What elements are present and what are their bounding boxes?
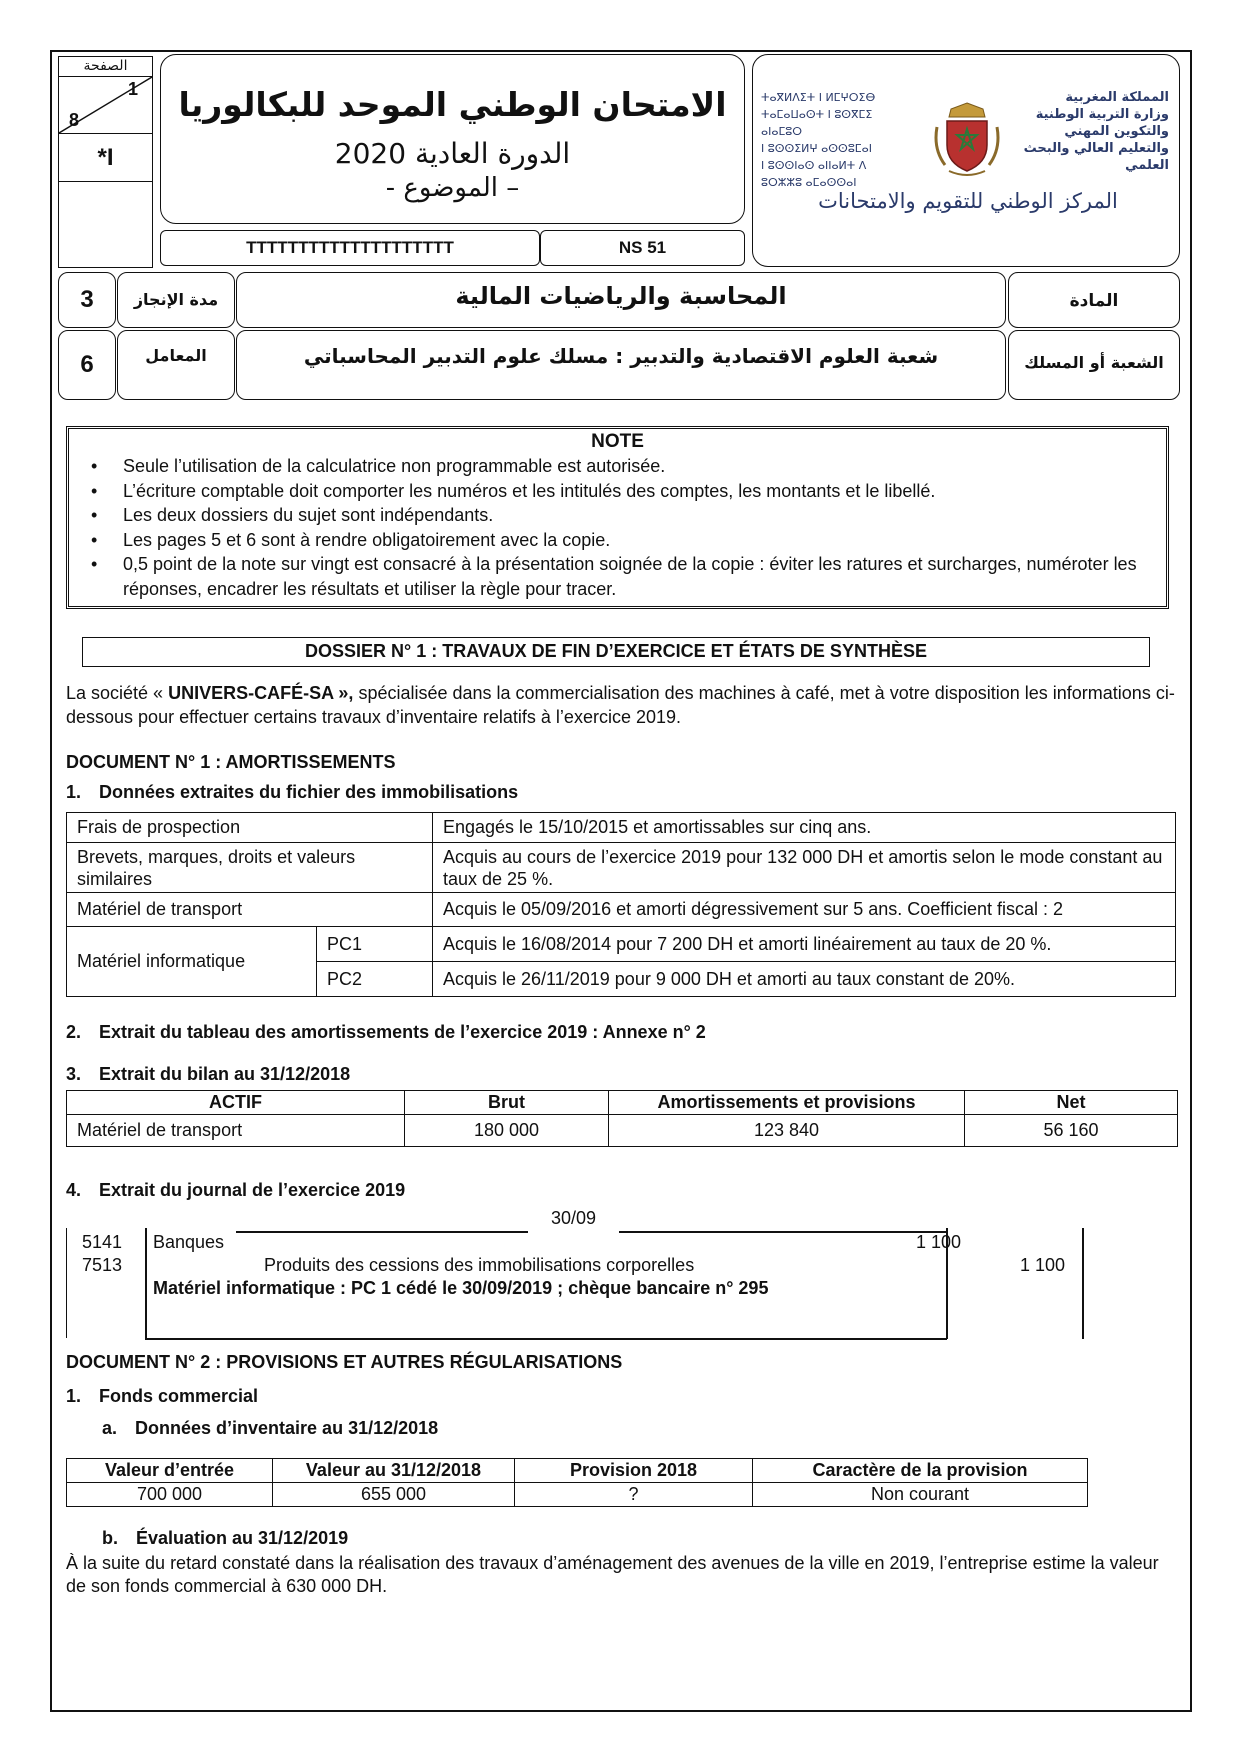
duration-label-box bbox=[117, 272, 235, 328]
journal-libelle: Matériel informatique : PC 1 cédé le 30/09/2019 ; chèque bancaire n° 295 bbox=[153, 1278, 769, 1298]
table-cell: Matériel de transport bbox=[67, 893, 433, 927]
doc1-title: DOCUMENT N° 1 : AMORTISSEMENTS bbox=[66, 752, 396, 772]
note-item: • 0,5 point de la note sur vingt est consacré à la présentation soignée de la copie : éviter les ratures et surcharges, numéroter les réponses, encadrer les résultats et utiliser la règle pour tracer. bbox=[83, 552, 1152, 601]
ministry-line: المملكة المغربية bbox=[1065, 90, 1169, 105]
subject-name: المحاسبة والرياضيات المالية bbox=[455, 282, 787, 310]
ns-code: NS 51 bbox=[618, 238, 667, 257]
ns-code-box bbox=[540, 230, 745, 266]
journal-entry bbox=[66, 1208, 1086, 1338]
table-header: Net bbox=[965, 1091, 1178, 1115]
subject-box bbox=[236, 272, 1006, 328]
doc1-section-2: 2. Extrait du tableau des amortissements de l’exercice 2019 : Annexe n° 2 bbox=[66, 1022, 706, 1042]
dossier-title: DOSSIER N° 1 : TRAVAUX DE FIN D’EXERCICE ET ÉTATS DE SYNTHÈSE bbox=[82, 637, 1150, 667]
doc2-evaluation: À la suite du retard constaté dans la réalisation des travaux d’aménagement des avenues de la ville en 2019, l’entreprise estime la valeur de son fonds commercial à 630 000 DH. bbox=[66, 1553, 1159, 1596]
company-name: UNIVERS-CAFÉ-SA », bbox=[168, 683, 354, 703]
table-row bbox=[67, 893, 1176, 927]
note-item: • Les deux dossiers du sujet sont indépendants. bbox=[83, 503, 1152, 528]
table-cell: Frais de prospection bbox=[67, 813, 433, 843]
page-label: الصفحة bbox=[59, 57, 152, 77]
table-row bbox=[67, 843, 1176, 893]
table-cell: Matériel informatique bbox=[67, 927, 317, 997]
journal-line-1: Banques bbox=[153, 1232, 225, 1252]
journal-rule bbox=[145, 1228, 147, 1339]
note-list bbox=[83, 454, 1152, 601]
doc1-section-4: 4. Extrait du journal de l’exercice 2019 bbox=[66, 1180, 406, 1200]
table-cell: Acquis le 05/09/2016 et amorti dégressivement sur 5 ans. Coefficient fiscal : 2 bbox=[433, 893, 1176, 927]
tifinagh-block bbox=[761, 89, 901, 191]
branch-label: الشعبة أو المسلك bbox=[1024, 353, 1164, 372]
table-cell: Acquis le 26/11/2019 pour 9 000 DH et amorti au taux constant de 20%. bbox=[433, 962, 1176, 997]
ministry-arabic-block bbox=[1019, 89, 1169, 174]
note-title: NOTE bbox=[591, 431, 644, 452]
table-cell: 180 000 bbox=[405, 1115, 609, 1147]
table-header: Brut bbox=[405, 1091, 609, 1115]
table-cell: 700 000 bbox=[67, 1483, 273, 1507]
tifinagh-line: ⵜⴰⵎⴰⵡⴰⵙⵜ ⵏ ⵓⵙⴳⵎⵉ ⴰⵏⴰⵎⵓⵔ bbox=[761, 108, 873, 138]
duration-label: مدة الإنجاز bbox=[133, 290, 219, 309]
table-cell: Matériel de transport bbox=[67, 1115, 405, 1147]
doc1-section-3: 3. Extrait du bilan au 31/12/2018 bbox=[66, 1064, 351, 1084]
exam-session: الدورة العادية 2020 bbox=[334, 137, 571, 170]
table-cell: Brevets, marques, droits et valeurs similaires bbox=[67, 843, 433, 893]
table-header-row bbox=[67, 1091, 1178, 1115]
page-total: 8 bbox=[69, 110, 80, 130]
table-cell: PC1 bbox=[317, 927, 433, 962]
ministry-line: والتعليم العالي والبحث العلمي bbox=[1023, 141, 1169, 173]
ministry-line: والتكوين المهني bbox=[1064, 124, 1169, 139]
journal-date-rule bbox=[619, 1231, 947, 1233]
table-header: Valeur au 31/12/2018 bbox=[273, 1459, 515, 1483]
journal-date-rule bbox=[236, 1231, 528, 1233]
journal-date: 30/09 bbox=[550, 1208, 597, 1228]
page-counter bbox=[59, 77, 152, 134]
table-cell: ? bbox=[515, 1483, 753, 1507]
note-item: • Les pages 5 et 6 sont à rendre obligatoirement avec la copie. bbox=[83, 528, 1152, 553]
table-header: Valeur d’entrée bbox=[67, 1459, 273, 1483]
page-number-box bbox=[58, 56, 153, 268]
coef-value-box bbox=[58, 330, 116, 400]
branch-name: شعبة العلوم الاقتصادية والتدبير : مسلك علوم التدبير المحاسباتي bbox=[303, 344, 939, 368]
subject-label-text: المادة bbox=[1069, 291, 1119, 311]
table-cell: Engagés le 15/10/2015 et amortissables sur cinq ans. bbox=[433, 813, 1176, 843]
page-code: *I bbox=[59, 134, 152, 182]
tifinagh-line: ⵜⴰⴳⵍⴷⵉⵜ ⵏ ⵍⵎⵖⵔⵉⴱ bbox=[761, 91, 876, 104]
journal-rule bbox=[145, 1338, 947, 1340]
bilan-table bbox=[66, 1090, 1178, 1147]
branch-box bbox=[236, 330, 1006, 400]
duration-value-box bbox=[58, 272, 116, 328]
coef-label: المعامل bbox=[145, 346, 207, 365]
journal-account-debit: 5141 bbox=[82, 1232, 123, 1252]
center-name: المركز الوطني للتقويم والامتحانات bbox=[818, 189, 1118, 213]
table-header: Provision 2018 bbox=[515, 1459, 753, 1483]
table-cell: Non courant bbox=[753, 1483, 1088, 1507]
ministry-line: وزارة التربية الوطنية bbox=[1035, 107, 1169, 122]
coat-of-arms-icon bbox=[931, 99, 1003, 177]
tifinagh-line: ⵏ ⵓⵙⵙⵉⵍⵖ ⴰⵙⵙⵓⵎⴰⵏ bbox=[761, 142, 872, 155]
duration-value: 3 bbox=[80, 286, 94, 313]
coef-value: 6 bbox=[80, 351, 94, 378]
dossier-intro bbox=[66, 681, 1176, 729]
ref-code-box bbox=[160, 230, 540, 266]
page-current: 1 bbox=[127, 79, 138, 99]
doc2-section-b: b. Évaluation au 31/12/2019 bbox=[102, 1528, 349, 1548]
table-cell: 56 160 bbox=[965, 1115, 1178, 1147]
table-cell: 123 840 bbox=[609, 1115, 965, 1147]
branch-label-box bbox=[1008, 330, 1180, 400]
doc2-section-a: a. Données d’inventaire au 31/12/2018 bbox=[102, 1418, 439, 1438]
journal-rule bbox=[66, 1228, 67, 1338]
journal-rule bbox=[1082, 1228, 1084, 1339]
note-item: • Seule l’utilisation de la calculatrice non programmable est autorisée. bbox=[83, 454, 1152, 479]
table-row bbox=[67, 927, 1176, 962]
table-cell: Acquis au cours de l’exercice 2019 pour 132 000 DH et amortis selon le mode constant au taux de 25 %. bbox=[433, 843, 1176, 893]
table-cell: Acquis le 16/08/2014 pour 7 200 DH et amorti linéairement au taux de 20 %. bbox=[433, 927, 1176, 962]
ref-code: TTTTTTTTTTTTTTTTTTTT bbox=[246, 238, 454, 257]
journal-debit: 1 100 bbox=[916, 1232, 962, 1252]
ministry-box bbox=[752, 54, 1180, 267]
doc2-title: DOCUMENT N° 2 : PROVISIONS ET AUTRES RÉGULARISATIONS bbox=[66, 1352, 623, 1372]
immobilisations-table bbox=[66, 812, 1176, 997]
table-header-row bbox=[67, 1459, 1088, 1483]
coef-label-box bbox=[117, 330, 235, 400]
table-header: Caractère de la provision bbox=[753, 1459, 1088, 1483]
doc1-section-1: 1. Données extraites du fichier des immobilisations bbox=[66, 782, 519, 802]
table-cell: 655 000 bbox=[273, 1483, 515, 1507]
exam-title: الامتحان الوطني الموحد للبكالوريا bbox=[178, 85, 727, 124]
subject-label-box bbox=[1008, 272, 1180, 328]
table-row bbox=[67, 813, 1176, 843]
journal-line-2: Produits des cessions des immobilisations corporelles bbox=[264, 1255, 695, 1275]
table-cell: PC2 bbox=[317, 962, 433, 997]
table-row bbox=[67, 1483, 1088, 1507]
journal-account-credit: 7513 bbox=[82, 1255, 123, 1275]
note-item: • L’écriture comptable doit comporter les numéros et les intitulés des comptes, les montants et le libellé. bbox=[83, 479, 1152, 504]
table-header: ACTIF bbox=[67, 1091, 405, 1115]
tifinagh-line: ⵏ ⵓⵙⵙⵏⴰⵙ ⴰⵏⵏⴰⵍⵜ ⴷ ⵓⵔⵣⵣⵓ ⴰⵎⴰⵙⵙⴰⵏ bbox=[761, 159, 867, 189]
table-row bbox=[67, 1115, 1178, 1147]
doc2-section-1: 1. Fonds commercial bbox=[66, 1386, 259, 1406]
exam-title-box bbox=[160, 54, 745, 224]
intro-post: spécialisée dans la commercialisation des machines à café, met à votre disposition les informations ci-dessous pour effectuer certains travaux d’inventaire relatifs à l’exercice 2019. bbox=[66, 683, 1175, 727]
subject-label: - الموضوع – bbox=[385, 173, 520, 203]
fonds-table bbox=[66, 1458, 1088, 1507]
note-box bbox=[66, 426, 1169, 609]
table-header: Amortissements et provisions bbox=[609, 1091, 965, 1115]
journal-credit: 1 100 bbox=[1020, 1255, 1066, 1275]
intro-pre: La société « bbox=[66, 683, 169, 703]
